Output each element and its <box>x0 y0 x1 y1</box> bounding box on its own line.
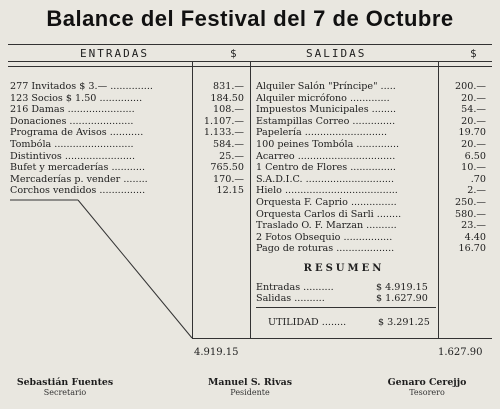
entradas-amount: 1.133.— <box>203 127 244 139</box>
entradas-row <box>10 139 248 150</box>
salidas-label: 100 peines Tombóla .............. <box>256 139 400 150</box>
entradas-label: Corchos vendidos ............... <box>10 185 146 197</box>
resumen-utilidad-row <box>268 317 430 328</box>
entradas-amount: 831.— <box>213 81 244 92</box>
total-salidas: 1.627.90 <box>438 347 483 358</box>
salidas-row <box>256 209 488 220</box>
salidas-amount: 20.— <box>461 92 486 104</box>
salidas-amount: 23.— <box>461 220 486 232</box>
resumen-salidas-row <box>256 293 428 304</box>
signature-name: Genaro Cerejjo <box>387 377 467 388</box>
salidas-amount: 19.70 <box>458 127 486 139</box>
salidas-row <box>256 104 488 115</box>
salidas-amount: 20.— <box>461 139 486 150</box>
resumen-utilidad-label: UTILIDAD ........ <box>268 317 347 328</box>
entradas-amount: 12.15 <box>216 185 244 197</box>
resumen-utilidad-amount: $ 3.291.25 <box>378 317 430 328</box>
salidas-row <box>256 151 488 162</box>
salidas-label: Alquiler Salón "Príncipe" ..... <box>256 81 396 92</box>
salidas-amount: 16.70 <box>458 243 486 255</box>
resumen-entradas-amount: $ 4.919.15 <box>376 282 428 293</box>
entradas-label: Donaciones ..................... <box>10 115 134 127</box>
salidas-amount: 200.— <box>455 81 486 92</box>
entradas-row <box>10 127 248 138</box>
salidas-label: Alquiler micrófono ............. <box>256 92 390 104</box>
salidas-row <box>256 220 488 231</box>
salidas-amount: .70 <box>470 173 486 185</box>
salidas-label: Pago de roturas ................... <box>256 243 395 255</box>
entradas-label: Programa de Avisos ........... <box>10 127 144 139</box>
salidas-amount: 10.— <box>461 162 486 174</box>
entradas-label: 277 Invitados $ 3.— .............. <box>10 81 153 92</box>
salidas-amount: 580.— <box>455 208 486 220</box>
signature-tesorero <box>372 377 482 397</box>
entradas-amount: 25.— <box>219 150 244 162</box>
salidas-label: Traslado O. F. Marzan .......... <box>256 220 397 232</box>
salidas-row <box>256 139 488 150</box>
signature-secretario <box>10 377 120 397</box>
signature-presidente <box>190 377 310 397</box>
entradas-label: Bufet y mercaderías ........... <box>10 162 145 174</box>
total-entradas: 4.919.15 <box>194 347 239 358</box>
signature-name: Manuel S. Rivas <box>208 377 292 388</box>
entradas-amount: 765.50 <box>210 162 244 174</box>
entradas-row <box>10 162 248 173</box>
resumen-entradas-label: Entradas .......... <box>256 282 334 293</box>
entradas-row <box>10 174 248 185</box>
entradas-label: 216 Damas ...................... <box>10 104 135 116</box>
entradas-row <box>10 151 248 162</box>
signature-role: Tesorero <box>409 388 445 397</box>
resumen-title: RESUMEN <box>303 263 385 274</box>
entradas-row <box>10 104 248 115</box>
resumen-salidas-label: Salidas .......... <box>256 293 325 304</box>
signature-name: Sebastián Fuentes <box>16 377 114 388</box>
salidas-label: 2 Fotos Obsequio ................ <box>256 231 393 243</box>
entradas-row <box>10 81 248 92</box>
entradas-header: ENTRADAS <box>80 47 149 60</box>
entradas-label: Distintivos ....................... <box>10 150 136 162</box>
salidas-row <box>256 185 488 196</box>
salidas-row <box>256 116 488 127</box>
salidas-header: SALIDAS <box>306 47 367 60</box>
salidas-row <box>256 232 488 243</box>
salidas-amount: 4.40 <box>464 231 486 243</box>
entradas-amount: 1.107.— <box>203 115 244 127</box>
entradas-label: Mercaderías p. vender ........ <box>10 173 148 185</box>
entradas-amount: 184.50 <box>210 92 244 104</box>
signature-role: Pesidente <box>230 388 270 397</box>
entradas-amount: 108.— <box>213 104 244 116</box>
salidas-row <box>256 93 488 104</box>
resumen-rule <box>256 307 436 308</box>
document-title: Balance del Festival del 7 de Octubre <box>46 6 454 31</box>
salidas-label: Hielo ..................................... <box>256 185 398 197</box>
salidas-label: Acarreo ................................ <box>256 150 396 162</box>
salidas-row <box>256 127 488 138</box>
salidas-amount: 250.— <box>455 197 486 208</box>
salidas-row <box>256 81 488 92</box>
salidas-label: Orquesta F. Caprio ............... <box>256 197 397 208</box>
entradas-row <box>10 93 248 104</box>
salidas-label: 1 Centro de Flores ............... <box>256 162 396 174</box>
salidas-label: Estampillas Correo .............. <box>256 115 396 127</box>
signature-role: Secretario <box>43 388 87 397</box>
salidas-label: Orquesta Carlos di Sarli ........ <box>256 208 402 220</box>
salidas-label: S.A.D.I.C. ............................. <box>256 173 395 185</box>
entradas-row <box>10 185 248 196</box>
salidas-currency-header: $ <box>470 47 479 60</box>
salidas-label: Impuestos Municipales ........ <box>256 104 397 116</box>
entradas-amount: 584.— <box>213 139 244 150</box>
resumen-salidas-amount: $ 1.627.90 <box>376 293 428 304</box>
entradas-label: 123 Socios $ 1.50 .............. <box>10 92 143 104</box>
salidas-amount: 54.— <box>461 104 486 116</box>
entradas-amount: 170.— <box>213 173 244 185</box>
salidas-row <box>256 162 488 173</box>
salidas-row <box>256 174 488 185</box>
salidas-amount: 6.50 <box>464 150 486 162</box>
salidas-amount: 2.— <box>467 185 486 197</box>
entradas-label: Tombóla .......................... <box>10 139 134 150</box>
entradas-row <box>10 116 248 127</box>
salidas-row <box>256 243 488 254</box>
salidas-label: Papelería ........................... <box>256 127 388 139</box>
salidas-row <box>256 197 488 208</box>
resumen-entradas-row <box>256 282 428 293</box>
entradas-currency-header: $ <box>230 47 239 60</box>
salidas-amount: 20.— <box>461 115 486 127</box>
